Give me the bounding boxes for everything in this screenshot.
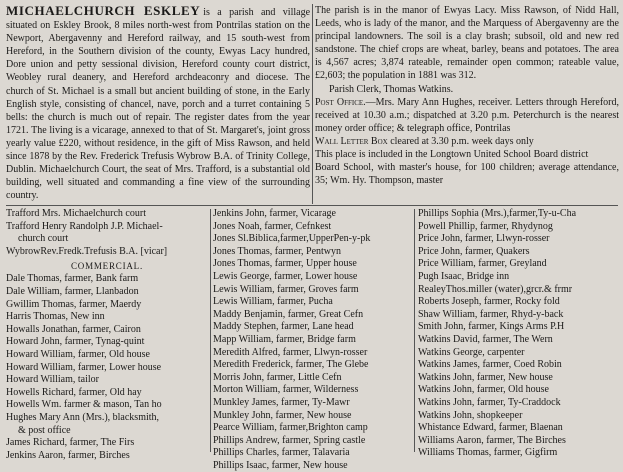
list-item: Gwillim Thomas, farmer, Maerdy — [6, 298, 142, 310]
parish-description — [6, 4, 310, 202]
list-item: Lewis William, farmer, Groves farm — [213, 283, 359, 295]
list-item: Jones Noah, farmer, Cefnkest — [213, 220, 332, 232]
manor-paragraph: The parish is in the manor of Ewyas Lacy. Miss Rawson, of Nidd Hall, Leeds, who is lady of the manor, and the Marquess of Abergavenny are the principal landowners. The soil is a clay brash; subsoil, old and new red sandstone. The chief crops are wheat, barley, beans and potatoes. The area is 4,567 acres; 3,874 rateable, remainder open common; rateable value, £2,603; the population in 1881 was 312. — [315, 5, 619, 82]
list-item: Howalls Jonathan, farmer, Cairon — [6, 323, 141, 335]
list-item: Phillips Andrew, farmer, Spring castle — [213, 434, 366, 446]
list-item: Price John, farmer, Llwyn-rosser — [418, 233, 550, 245]
union-note: This place is included in the Longtown United School Board district — [315, 149, 589, 161]
list-item: Phillips Isaac, farmer, New house — [213, 459, 348, 471]
list-item: Jones Sl.Biblica,farmer,UpperPen-y-pk — [213, 233, 371, 245]
parish-info — [315, 4, 619, 187]
parish-paragraph: MICHAELCHURCH ESKLEY is a parish and village situated on Eskley Brook, 8 miles north-west from Pontrilas station on the Newport, Abergavenny and Hereford railway, and 15 south-west from Hereford, in the Southern division of the county, Ewyas Lacy hundred, Dore union and petty sessional division, Hereford county court district, Weobley rural deanery, and Hereford archdeaconry and diocese. The church of St. Michael is a small but ancient building of stone, in the Early English style, consisting of chancel, nave, porch and a turret containing 5 bells: the church is much out of repair. The register dates from the year 1721. The living is a vicarage, annexed to that of St. Margaret's, joint gross yearly value £220, without residence, in the gift of Miss Rawson, and held since 1878 by the Rev. Frederick Trefusis Wybrow B.A. of Trinity College, Dublin. Michaelchurch Court, the seat of Mrs. Trafford, is a substantial old building, well situated and commanding a fine view of the surrounding country. — [6, 3, 311, 202]
list-item: Shaw William, farmer, Rhyd-y-back — [418, 308, 564, 320]
parish-clerk: Parish Clerk, Thomas Watkins. — [329, 83, 454, 95]
list-item: Watkins John, shopkeeper — [418, 409, 523, 421]
commercial-heading: COMMERCIAL. — [70, 261, 144, 272]
list-item: James Richard, farmer, The Firs — [6, 437, 135, 449]
list-item: Howells Wm. farmer & mason, Tan ho — [6, 399, 162, 411]
list-item: Watkins John, farmer, Ty-Craddock — [418, 396, 561, 408]
column-divider-2 — [414, 209, 415, 452]
list-item: Dale Thomas, farmer, Bank farm — [6, 273, 139, 285]
residents-column-3 — [418, 208, 621, 460]
list-item: Pugh Isaac, Bridge inn — [418, 270, 510, 282]
list-item: Howard John, farmer, Tynag-quint — [6, 336, 145, 348]
list-item: Morris John, farmer, Little Cefn — [213, 371, 342, 383]
list-item: Lewis George, farmer, Lower house — [213, 270, 358, 282]
list-item: Morton William, farmer, Wilderness — [213, 384, 359, 396]
list-item: Trafford Mrs. Michaelchurch court — [6, 208, 146, 219]
list-item: Trafford Henry Randolph J.P. Michael- — [6, 220, 163, 232]
list-item: Howells Richard, farmer, Old hay — [6, 386, 142, 398]
list-item: Harris Thomas, New inn — [6, 311, 105, 323]
list-item: Watkins John, farmer, Old house — [418, 384, 549, 396]
list-item: Pearce William, farmer,Brighton camp — [213, 422, 368, 434]
board-school: Board School, with master's house, for 100 children; average attendance, 35; Wm. Hy. Thompson, master — [315, 162, 619, 187]
list-item: Phillips Sophia (Mrs.),farmer,Ty-u-Cha — [418, 208, 577, 219]
list-item: Smith John, farmer, Kings Arms P.H — [418, 321, 565, 333]
list-item: Jones Thomas, farmer, Pentwyn — [213, 245, 342, 257]
list-item: Watkins James, farmer, Coed Robin — [418, 359, 562, 371]
list-item: Price William, farmer, Greyland — [418, 258, 547, 270]
wall-letter-box: Wall Letter Box cleared at 3.30 p.m. week days only — [315, 135, 534, 147]
residents-column-2 — [213, 208, 413, 472]
list-item: Watkins David, farmer, The Wern — [418, 333, 553, 345]
list-item: Munkley John, farmer, New house — [213, 409, 352, 421]
parish-heading: MICHAELCHURCH ESKLEY — [6, 3, 201, 18]
residents-column-1 — [6, 208, 208, 462]
list-item: RealeyThos.miller (water),grcr.& frmr — [418, 283, 573, 295]
list-item: & post office — [18, 424, 71, 436]
column-divider-1 — [210, 209, 211, 452]
section-rule — [6, 205, 618, 206]
list-item: Howard William, farmer, Old house — [6, 348, 150, 360]
list-item: Roberts Joseph, farmer, Rocky fold — [418, 296, 560, 308]
list-item: Watkins George, carpenter — [418, 346, 525, 358]
list-item: Phillips Charles, farmer, Talavaria — [213, 447, 350, 459]
column-divider-top — [312, 4, 313, 204]
list-item: Meredith Frederick, farmer, The Glebe — [213, 359, 369, 371]
list-item: Williams Aaron, farmer, The Birches — [418, 434, 566, 446]
list-item: Price John, farmer, Quakers — [418, 245, 530, 257]
list-item: church court — [18, 233, 69, 245]
list-item: Jones Thomas, farmer, Upper house — [213, 258, 357, 270]
commercial-list-1 — [6, 273, 208, 462]
list-item: Dale William, farmer, Llanbadon — [6, 285, 139, 297]
list-item: Watkins John, farmer, New house — [418, 371, 553, 383]
list-item: Munkley James, farmer, Ty-Mawr — [213, 396, 350, 408]
list-item: Jenkins John, farmer, Vicarage — [213, 208, 336, 219]
list-item: Howard William, tailor — [6, 374, 100, 386]
list-item: Lewis William, farmer, Pucha — [213, 296, 333, 308]
list-item: Hughes Mary Ann (Mrs.), blacksmith, — [6, 411, 160, 423]
post-office-paragraph: Post Office.—Mrs. Mary Ann Hughes, receiver. Letters through Hereford, received at 10.30 a.m.; dispatched at 3.20 p.m. Peterchurch is the nearest money order office; & telegraph office, Pontrilas — [315, 96, 619, 134]
list-item: Jenkins Aaron, farmer, Birches — [6, 449, 130, 461]
list-item: Maddy Stephen, farmer, Lane head — [213, 321, 354, 333]
list-item: Mapp William, farmer, Bridge farm — [213, 333, 356, 345]
list-item: Williams Thomas, farmer, Gigfirm — [418, 447, 558, 459]
list-item: WybrowRev.Fredk.Trefusis B.A. [vicar] — [6, 245, 168, 257]
list-item: Howard William, farmer, Lower house — [6, 361, 162, 373]
list-item: Whistance Edward, farmer, Blaenan — [418, 422, 563, 434]
list-item: Meredith Alfred, farmer, Llwyn-rosser — [213, 346, 368, 358]
list-item: Maddy Benjamin, farmer, Great Cefn — [213, 308, 364, 320]
list-item: Powell Phillip, farmer, Rhydynog — [418, 220, 553, 232]
